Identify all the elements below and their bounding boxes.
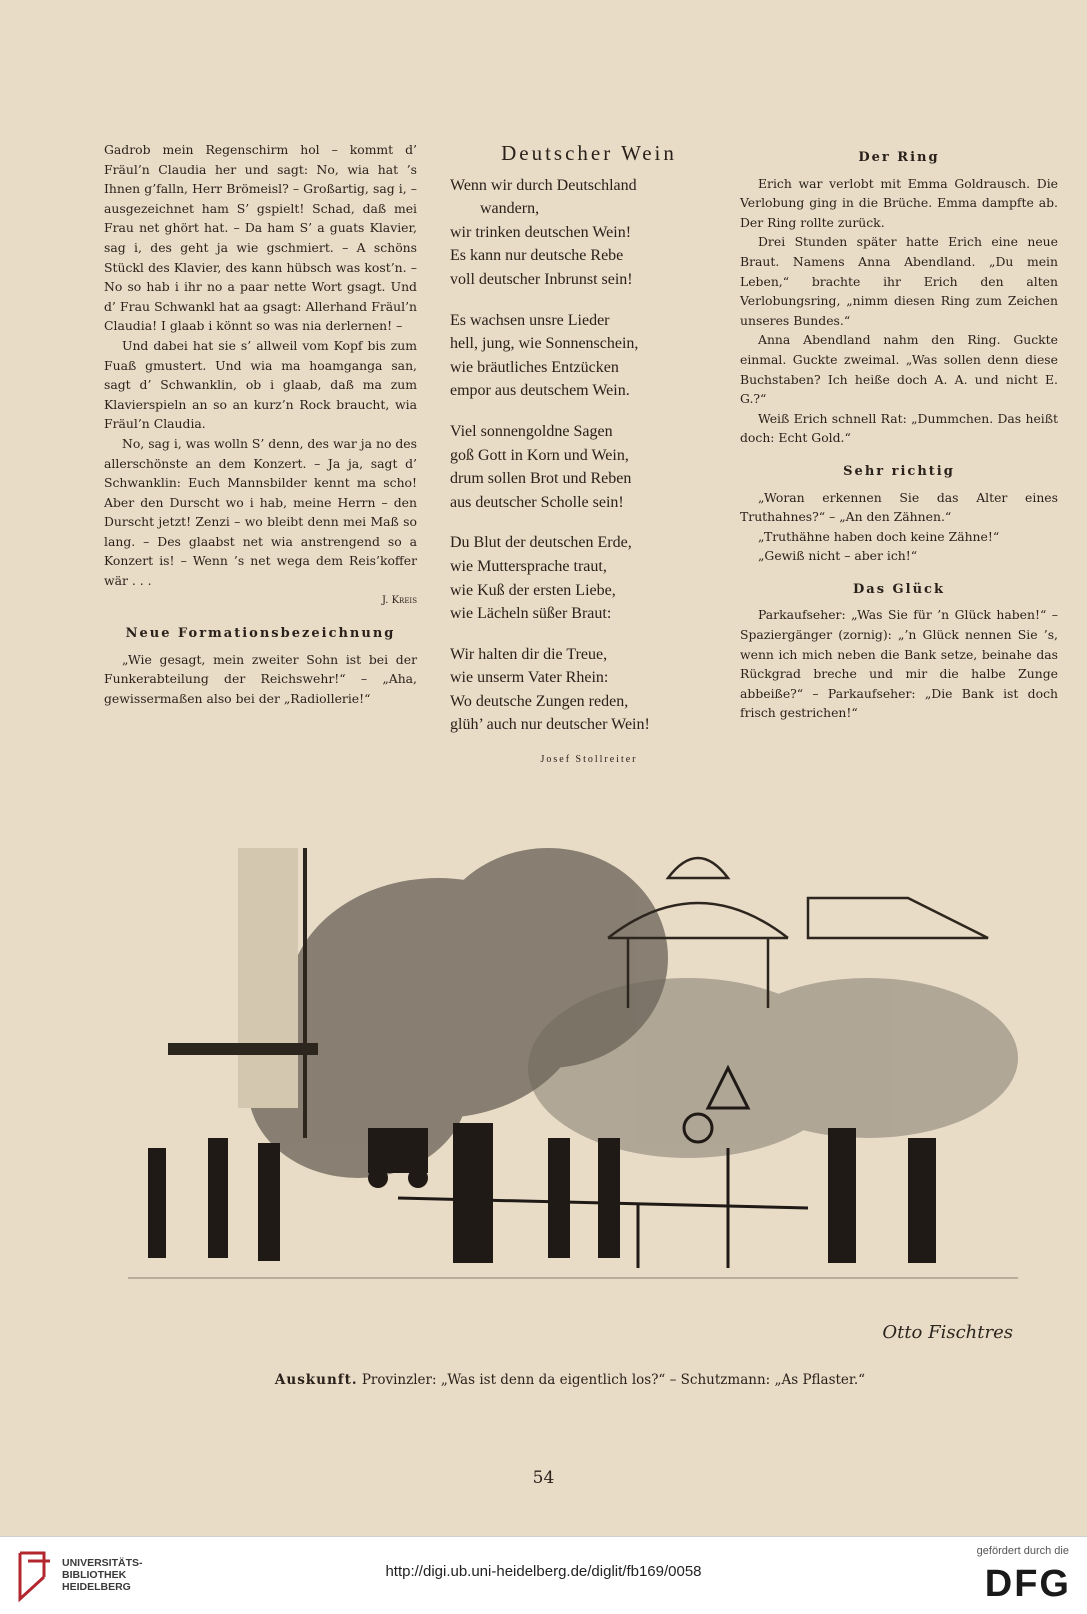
library-line-3: HEIDELBERG <box>62 1581 131 1593</box>
left-anecdote: „Wie gesagt, mein zweiter Sohn ist bei der Funkerabteilung der Reichswehr!“ – „Aha, gewissermaßen also bei der „Radiollerie!“ <box>104 651 417 707</box>
ring-paragraph-2: Drei Stunden später hatte Erich eine neue Braut. Namens Anna Abendland. „Du mein Leben,“ brachte ihr Erich den alten Verlobungsring, „nimm diesen Ring zum Zeichen unseres Bundes.“ <box>740 234 1058 328</box>
poem-line: hell, jung, wie Sonnenschein, <box>450 335 639 353</box>
poem-line: Wo deutsche Zungen reden, <box>450 692 629 710</box>
poem-line: wandern, <box>480 200 540 218</box>
caption-title: Auskunft. <box>274 1372 358 1388</box>
poem-line: goß Gott in Korn und Wein, <box>450 446 629 464</box>
street-scene-illustration <box>108 808 1038 1348</box>
poem-line: wie Kuß der ersten Liebe, <box>450 581 616 599</box>
library-line-2: BIBLIOTHEK <box>62 1569 127 1581</box>
funding-text: gefördert durch die <box>976 1545 1069 1557</box>
permalink-url[interactable]: http://digi.ub.uni-heidelberg.de/diglit/fb169/0058 <box>385 1563 702 1580</box>
viewer-footer <box>0 1536 1087 1614</box>
caption-text: Provinzler: „Was ist denn da eigentlich los?“ – Schutzmann: „As Pflaster.“ <box>361 1372 866 1388</box>
section-heading-ring: Der Ring <box>858 150 940 165</box>
awning <box>168 1043 318 1055</box>
poem-line: Es kann nur deutsche Rebe <box>450 247 624 265</box>
poem-title: Deutscher Wein <box>501 141 677 165</box>
richtig-paragraph-2: „Truthähne haben doch keine Zähne!“ <box>758 528 1000 544</box>
poem-stanza-2 <box>450 309 728 403</box>
poem-line: wie Muttersprache traut, <box>450 557 607 575</box>
carriage <box>368 1128 428 1188</box>
richtig-paragraph-1: „Woran erkennen Sie das Alter eines Truthahnes?“ – „An den Zähnen.“ <box>740 489 1058 525</box>
poem-line: voll deutscher Inbrunst sein! <box>450 270 633 288</box>
poem-line: Viel sonnengoldne Sagen <box>450 422 613 440</box>
poem-line: wie bräutliches Entzücken <box>450 358 619 376</box>
poem-line: Du Blut der deutschen Erde, <box>450 534 632 552</box>
poem-line: Es wachsen unsre Lieder <box>450 311 610 329</box>
background-trees <box>528 978 1018 1158</box>
poem-column <box>450 142 728 772</box>
poem-line: Wenn wir durch Deutschland <box>450 176 637 194</box>
left-paragraph-3: No, sag i, was wolln S’ denn, des war ja no des allerschönste an dem Konzert. – Ja ja, sagt d’ Schwanklin: Euch Mannsbilder kennt ma scho! Aber den Durscht wo i hab, meine Herrn – den Durscht jetzt! Zenzi – wo bleibt denn mei Maß so lang. – Des glaabst net wia anstrengend so a Konzert is! – Wenn ’s net wega dem Reis’koffer wär . . . <box>104 435 417 589</box>
left-heading: Neue Formationsbezeichnung <box>125 626 396 642</box>
glueck-paragraph-1: Parkaufseher: „Was Sie für ’n Glück haben!“ – Spaziergänger (zornig): „’n Glück nennen Sie ’s, wenn ich mich neben die Bank setze, beinahe das Rückgrad breche und mir die halbe Zunge abbeiße?“ – Parkaufseher: „Die Bank ist doch frisch gestrichen!“ <box>740 607 1058 721</box>
pedestrians <box>148 1123 936 1263</box>
poem-stanza-1 <box>450 174 728 292</box>
poem-line: wie unserm Vater Rhein: <box>450 669 609 687</box>
poem-line: Wir halten dir die Treue, <box>450 645 608 663</box>
dfg-logo[interactable]: DFG <box>984 1563 1071 1605</box>
ring-paragraph-1: Erich war verlobt mit Emma Goldrausch. Die Verlobung ging in die Brüche. Emma dampfte ab. Der Ring rollte zurück. <box>740 175 1058 230</box>
right-column <box>740 148 1058 723</box>
poem-line: drum sollen Brot und Reben <box>450 470 632 488</box>
richtig-paragraph-3: „Gewiß nicht – aber ich!“ <box>758 548 918 564</box>
poem-line: wie Lächeln süßer Braut: <box>450 605 612 623</box>
lamp-post <box>238 848 307 1138</box>
ring-paragraph-4: Weiß Erich schnell Rat: „Dummchen. Das heißt doch: Echt Gold.“ <box>740 410 1058 446</box>
page-number: 54 <box>532 1468 555 1488</box>
poem-stanza-4 <box>450 531 728 625</box>
poem-line: empor aus deutschem Wein. <box>450 382 630 400</box>
poem-stanza-3 <box>450 420 728 514</box>
artist-signature: Otto Fischtres <box>882 1322 1013 1343</box>
poem-line: glüh’ auch nur deutscher Wein! <box>450 716 650 734</box>
section-heading-sehr-richtig: Sehr richtig <box>843 463 955 479</box>
poem-author: Josef Stollreiter <box>540 754 638 766</box>
ring-paragraph-3: Anna Abendland nahm den Ring. Guckte einmal. Guckte zweimal. „Was sollen denn diese Buchstaben? Ich heiße doch A. A. und nicht E. G.?“ <box>740 332 1058 407</box>
left-paragraph-1: Gadrob mein Regenschirm hol – kommt d’ Fräul’n Claudia her und sagt: No, wia hat ’s Ihnen g’falln, Herr Brömeisl? – Großartig, sag i, – ausgezeichnet ham S’ gspielt! Schad, daß mei Frau net ghört hat. – Da ham S’ a guats Klavier, sag i, des geht ja wie gschmiert. – A schöns Stückl des Klavier, des kann hübsch was kost’n. – No so hab i ihr no a paar nette Wort gsagt. Und d’ Frau Schwankl hat aa gsagt: Allerhand Fräul’n Claudia! I glaab i könnt so was nia derlernen! – <box>104 142 417 334</box>
section-heading-glueck: Das Glück <box>853 581 945 597</box>
left-credit: J. Kreis <box>381 594 417 606</box>
illustration-caption <box>120 1372 1020 1388</box>
poem-stanza-5 <box>450 643 728 737</box>
library-line-1: UNIVERSITÄTS- <box>62 1557 143 1569</box>
left-paragraph-2: Und dabei hat sie s’ allweil vom Kopf bis zum Fuaß gmustert. Und wia ma hoamganga san, sagt d’ Schwanklin, ob i glaab, daß ma zum Klavierspieln an so an kurz’n Rock braucht, wia Fräul’n Claudia. <box>104 337 417 432</box>
poem-line: wir trinken deutschen Wein! <box>450 223 632 241</box>
left-column <box>104 140 417 709</box>
poem-line: aus deutscher Scholle sein! <box>450 493 624 511</box>
